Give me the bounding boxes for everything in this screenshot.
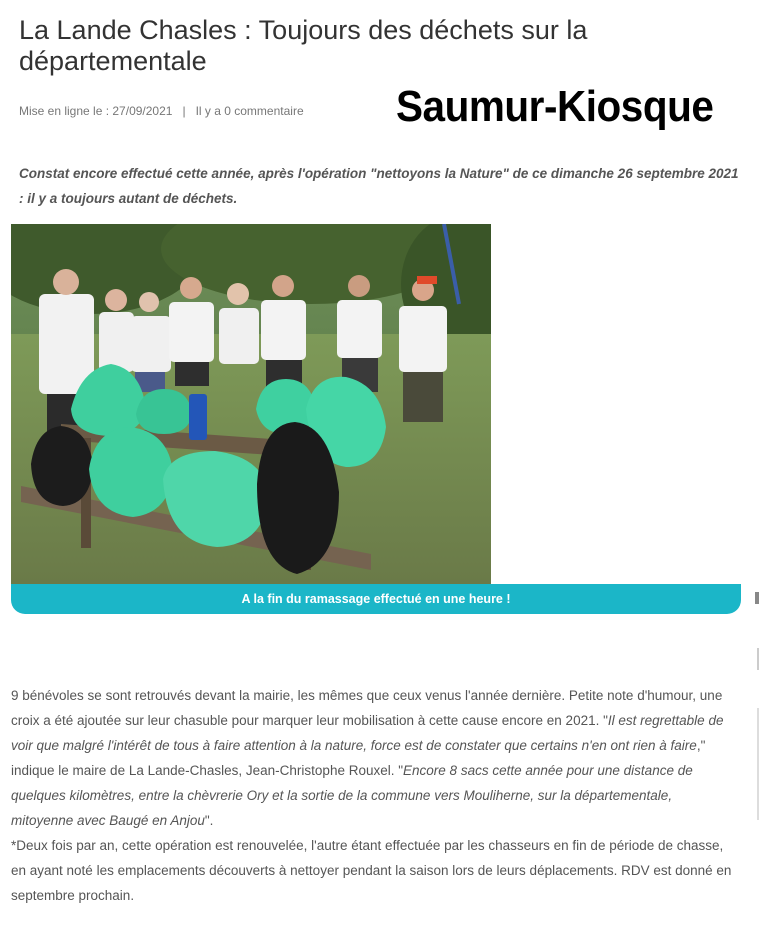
sidebar-edge-marker	[755, 592, 759, 604]
publish-date: Mise en ligne le : 27/09/2021	[19, 104, 173, 118]
photo-caption: A la fin du ramassage effectué en une heure !	[11, 584, 741, 614]
comment-count-link[interactable]: Il y a 0 commentaire	[195, 104, 304, 118]
article-body	[11, 683, 736, 908]
blue-jerrycan	[189, 394, 207, 440]
mayor-quote-2: Encore 8 sacs cette année pour une distance de quelques kilomètres, entre la chèvrerie Ory et la sortie de la commune vers Mouliherne, sur la départementale, mitoyenne avec Baugé en Anjou	[11, 763, 693, 828]
body-paragraph-1-end: ".	[204, 813, 214, 828]
brand-logo-text: Saumur-Kiosque	[396, 82, 714, 131]
mayor-quote-1: Il est regrettable de voir que malgré l'intérêt de tous à faire attention à la nature, force est de constater que certains n'en ont rien à faire	[11, 713, 724, 753]
article-photo	[11, 224, 491, 584]
article-lead: Constat encore effectué cette année, après l'opération "nettoyons la Nature" de ce dimanche 26 septembre 2021 : il y a toujours autant de déchets.	[19, 166, 739, 206]
article-meta	[19, 104, 304, 118]
meta-separator: |	[182, 104, 186, 118]
body-paragraph-1-text: 9 bénévoles se sont retrouvés devant la mairie, les mêmes que ceux venus l'année dernière. Petite note d'humour, une croix a été ajoutée sur leur chasuble pour marquer leur mobilisation à cette cause encore en 2021. "	[11, 688, 723, 728]
body-paragraph-1-attribution: ," indique le maire de La Lande-Chasles, Jean-Christophe Rouxel. "	[11, 738, 706, 778]
article-title: La Lande Chasles : Toujours des déchets sur la départementale	[19, 15, 588, 76]
body-paragraph-2: *Deux fois par an, cette opération est renouvelée, l'autre étant effectuée par les chasseurs en fin de période de chasse, en ayant noté les emplacements découverts à nettoyer pendant la saison lors de leurs déplacements. RDV est donné en septembre prochain.	[11, 838, 732, 903]
